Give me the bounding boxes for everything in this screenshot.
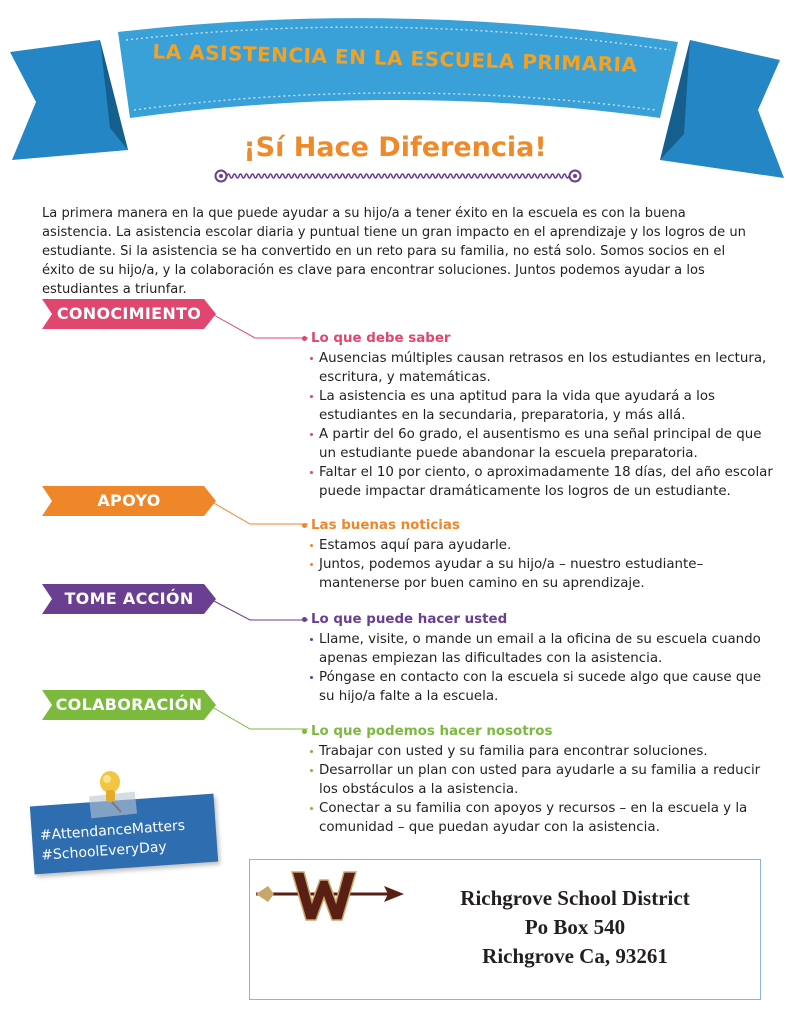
list-item: Póngase en contacto con la escuela si sucede algo que cause que su hijo/a falte a la escuela. (303, 668, 773, 706)
wavy-divider (213, 166, 583, 186)
section-apoyo (303, 516, 773, 593)
tag-apoyo-label: APOYO (97, 491, 161, 510)
footer-district: Richgrove School District (460, 886, 690, 910)
hashtag-attendance: #AttendanceMatters (39, 817, 186, 844)
tag-tome-accion (42, 584, 216, 614)
section-heading: Lo que puede hacer usted (311, 610, 773, 629)
list-item: Ausencias múltiples causan retrasos en los estudiantes en lectura, escritura, y matemáticas. (303, 349, 773, 387)
list-item: Faltar el 10 por ciento, o aproximadamente 18 días, del año escolar puede impactar dramáticamente los logros de un estudiante. (303, 463, 773, 501)
connector-line (210, 705, 310, 735)
hashtag-school: #SchoolEveryDay (40, 839, 168, 864)
bullet-list (303, 349, 773, 501)
bullet-list (303, 742, 773, 837)
list-item: Juntos, podemos ayudar a su hijo/a – nuestro estudiante– mantenerse por buen camino en su aprendizaje. (303, 555, 773, 593)
section-tome-accion (303, 610, 773, 706)
list-item: Conectar a su familia con apoyos y recursos – en la escuela y la comunidad – que puedan ayudar con la asistencia. (303, 799, 773, 837)
tag-apoyo (42, 486, 216, 516)
list-item: Desarrollar un plan con usted para ayudarle a su familia a reducir los obstáculos a la asistencia. (303, 761, 773, 799)
bullet-list (303, 630, 773, 706)
w-arrow-logo (256, 866, 404, 926)
list-item: Trabajar con usted y su familia para encontrar soluciones. (303, 742, 773, 761)
list-item: La asistencia es una aptitud para la vida que ayudará a los estudiantes en la secundaria, preparatoria, y más allá. (303, 387, 773, 425)
footer-po-box: Po Box 540 (524, 915, 626, 939)
tag-colaboracion-label: COLABORACIÓN (55, 695, 203, 714)
footer-city: Richgrove Ca, 93261 (482, 944, 668, 968)
list-item: Llame, visite, o mande un email a la oficina de su escuela cuando apenas empiezan las dificultades con la asistencia. (303, 630, 773, 668)
tag-conocimiento (42, 299, 216, 329)
page-subtitle: ¡Sí Hace Diferencia! (243, 132, 547, 163)
tag-colaboracion (42, 690, 216, 720)
pushpin-icon (88, 768, 138, 820)
section-conocimiento (303, 329, 773, 501)
bullet-list (303, 536, 773, 593)
section-heading: Las buenas noticias (311, 516, 773, 535)
section-heading: Lo que debe saber (311, 329, 773, 348)
connector-line (210, 312, 310, 342)
banner-title: LA ASISTENCIA EN LA ESCUELA PRIMARIA (152, 39, 638, 77)
list-item: A partir del 6o grado, el ausentismo es una señal principal de que un estudiante puede abandonar la escuela preparatoria. (303, 425, 773, 463)
list-item: Estamos aquí para ayudarle. (303, 536, 773, 555)
connector-line (210, 500, 310, 530)
tag-tome-accion-label: TOME ACCIÓN (64, 589, 194, 608)
connector-line (210, 598, 310, 628)
section-colaboracion (303, 722, 773, 837)
section-heading: Lo que podemos hacer nosotros (311, 722, 773, 741)
intro-paragraph: La primera manera en la que puede ayudar a su hijo/a a tener éxito en la escuela es con la buena asistencia. La asistencia escolar diaria y puntual tiene un gran impacto en el aprendizaje y los logros de un estudiante. Si la asistencia se ha convertido en un reto para su familia, no está solo. Somos socios en el éxito de su hijo/a, y la colaboración es clave para encontrar soluciones. Juntos podemos ayudar a los estudiantes a triunfar. (42, 206, 746, 297)
tag-conocimiento-label: CONOCIMIENTO (56, 304, 202, 323)
